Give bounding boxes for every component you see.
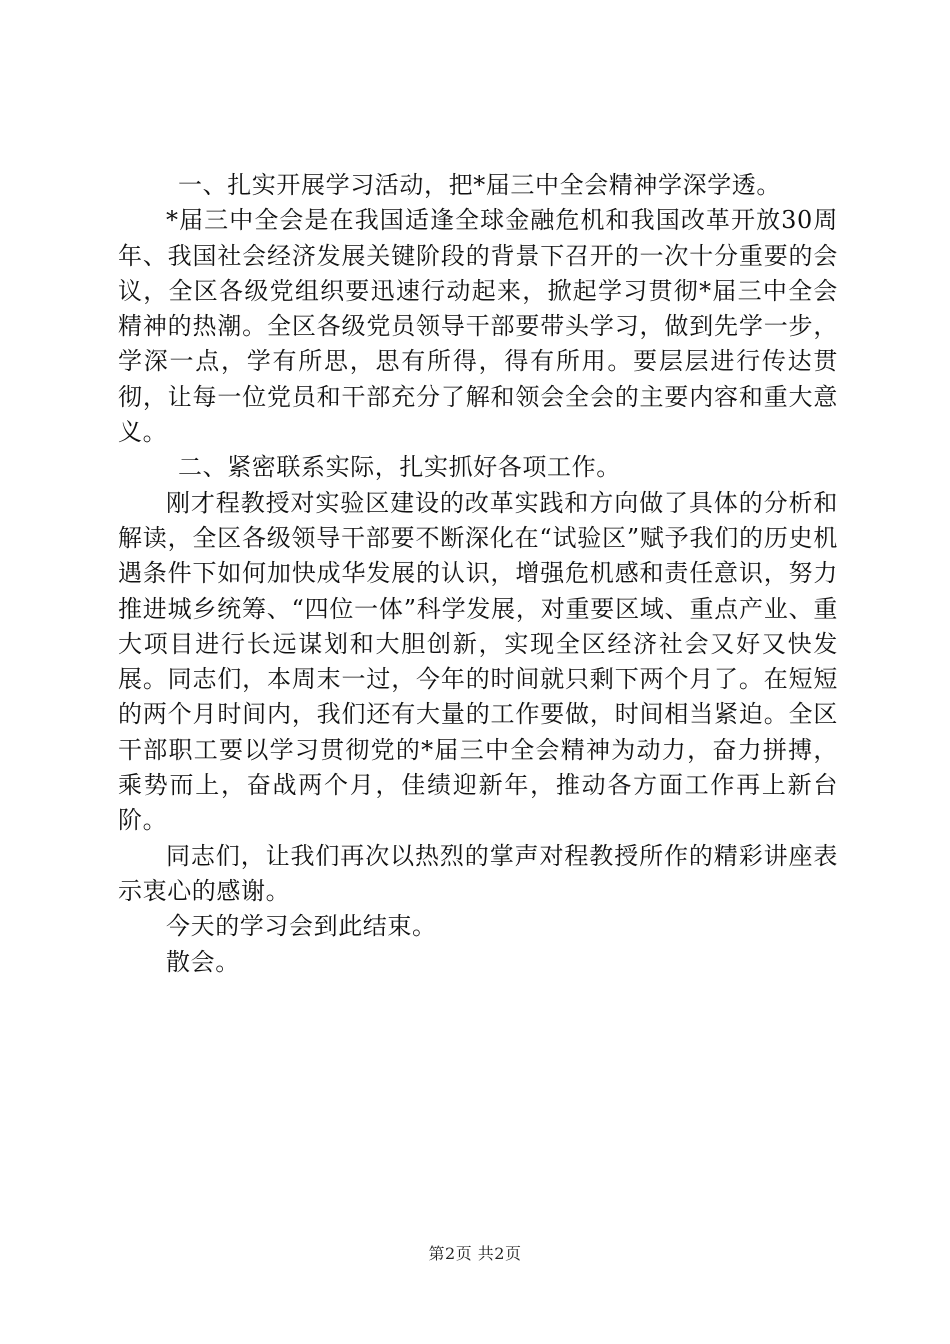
body-paragraph-5: 散会。 — [166, 947, 240, 976]
body-paragraph-3: 同志们，让我们再次以热烈的掌声对程教授所作的精彩讲座表示衷心的感谢。 — [118, 841, 838, 905]
body-paragraph-2: 刚才程教授对实验区建设的改革实践和方向做了具体的分析和解读，全区各级领导干部要不断深化在“试验区”赋予我们的历史机遇条件下如何加快成华发展的认识，增强危机感和责任意识，努力推进城乡统筹、“四位一体”科学发展，对重要区域、重点产业、重大项目进行长远谋划和大胆创新，实现全区经济社会又好又快发展。同志们，本周末一过，今年的时间就只剩下两个月了。在短短的两个月时间内，我们还有大量的工作要做，时间相当紧迫。全区干部职工要以学习贯彻党的*届三中全会精神为动力，奋力拼搏，乘势而上，奋战两个月，佳绩迎新年，推动各方面工作再上新台阶。 — [118, 488, 838, 835]
section-heading-1: 一、扎实开展学习活动，把*届三中全会精神学深学透。 — [178, 171, 781, 199]
section-heading-2: 二、紧密联系实际，扎实抓好各项工作。 — [178, 453, 621, 482]
document-body — [118, 168, 838, 980]
body-paragraph-4: 今天的学习会到此结束。 — [166, 912, 437, 941]
body-paragraph-1: *届三中全会是在我国适逢全球金融危机和我国改革开放30周年、我国社会经济发展关键阶段的背景下召开的一次十分重要的会议，全区各级党组织要迅速行动起来，掀起学习贯彻*届三中全会精神的热潮。全区各级党员领导干部要带头学习，做到先学一步，学深一点，学有所思，思有所得，得有所用。要层层进行传达贯彻，让每一位党员和干部充分了解和领会全会的主要内容和重大意义。 — [118, 206, 838, 447]
page-number-footer: 第2页 共2页 — [428, 1244, 522, 1263]
